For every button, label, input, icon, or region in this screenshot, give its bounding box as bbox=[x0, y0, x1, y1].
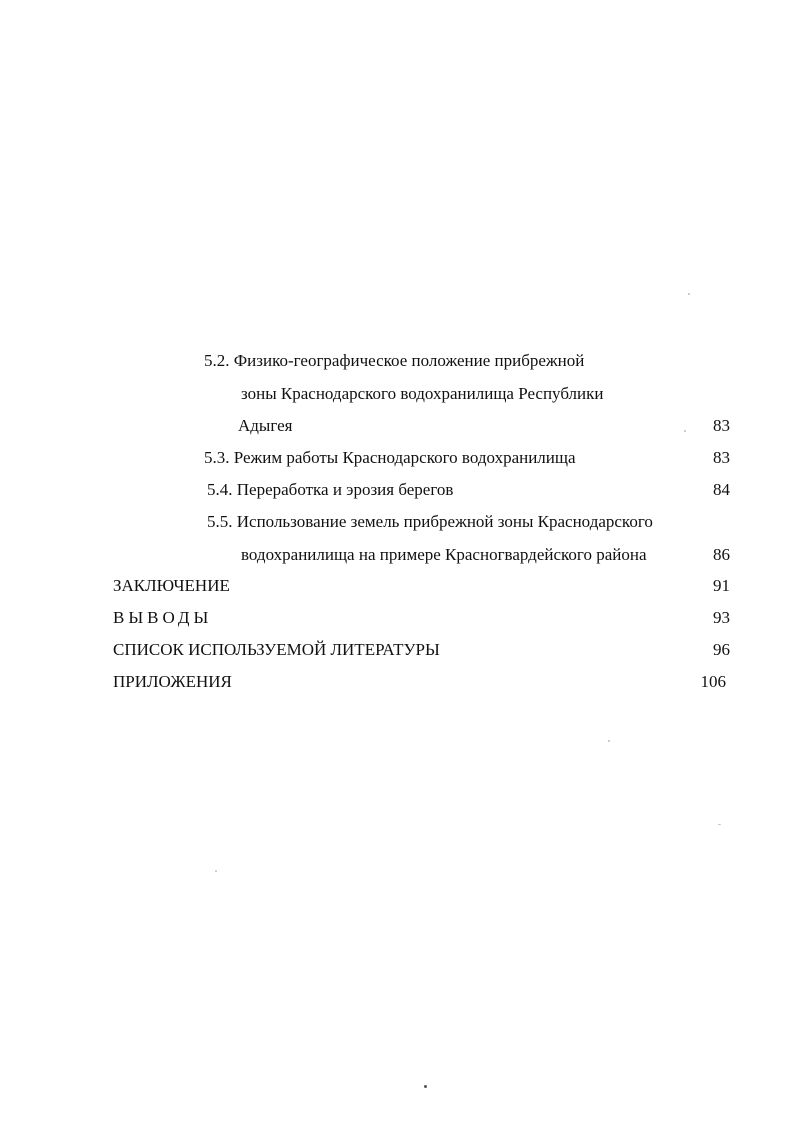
toc-entry-5-2-line-2: зоны Краснодарского водохранилища Республики bbox=[241, 384, 604, 403]
toc-entry-conclusion-page: 91 bbox=[713, 576, 730, 595]
scan-speck bbox=[608, 740, 610, 742]
toc-entry-5-5-line-1: 5.5. Использование земель прибрежной зоны Краснодарского bbox=[207, 512, 653, 531]
toc-entry-conclusion: ЗАКЛЮЧЕНИЕ bbox=[113, 576, 230, 595]
toc-entry-5-2-page: 83 bbox=[713, 416, 730, 435]
toc-entry-5-5-page: 86 bbox=[713, 545, 730, 564]
toc-entry-references: СПИСОК ИСПОЛЬЗУЕМОЙ ЛИТЕРАТУРЫ bbox=[113, 640, 440, 659]
toc-entry-5-5-line-2: водохранилища на примере Красногвардейского района bbox=[241, 545, 647, 564]
toc-entry-references-page: 96 bbox=[713, 640, 730, 659]
toc-entry-findings: ВЫВОДЫ bbox=[113, 608, 213, 627]
toc-entry-5-3: 5.3. Режим работы Краснодарского водохранилища bbox=[204, 448, 576, 467]
toc-entry-5-4: 5.4. Переработка и эрозия берегов bbox=[207, 480, 454, 499]
toc-entry-5-2-line-1: 5.2. Физико-географическое положение прибрежной bbox=[204, 351, 585, 370]
scan-speck bbox=[688, 293, 690, 295]
toc-entry-findings-page: 93 bbox=[713, 608, 730, 627]
scan-speck bbox=[215, 870, 217, 872]
toc-entry-5-3-page: 83 bbox=[713, 448, 730, 467]
scan-speck bbox=[718, 824, 721, 825]
scan-speck bbox=[684, 430, 686, 432]
toc-entry-5-2-line-3: Адыгея bbox=[238, 416, 293, 435]
toc-entry-appendices-page: 106 bbox=[700, 672, 726, 691]
toc-entry-5-4-page: 84 bbox=[713, 480, 730, 499]
toc-entry-appendices: ПРИЛОЖЕНИЯ bbox=[113, 672, 232, 691]
scan-speck bbox=[424, 1085, 427, 1088]
